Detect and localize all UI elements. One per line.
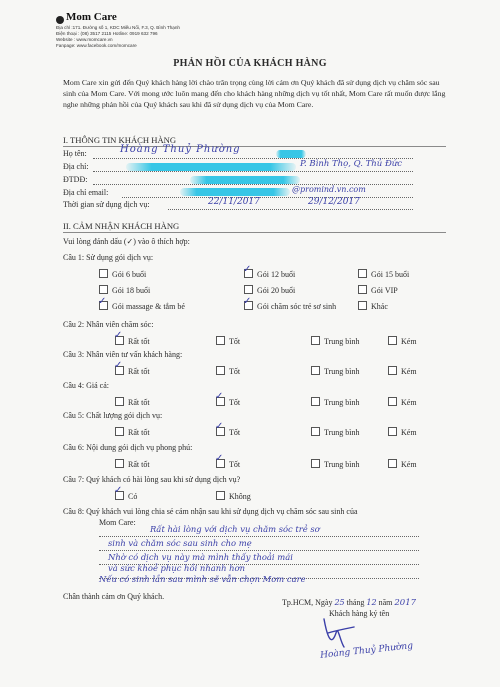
- redaction-mark: [276, 150, 306, 158]
- check-mark-icon: ✓: [243, 296, 252, 307]
- checkbox[interactable]: [311, 397, 320, 406]
- email-label: Địa chỉ email:: [63, 188, 109, 197]
- checkbox[interactable]: [358, 301, 367, 310]
- q5-option-rat-tot[interactable]: Rất tốt: [115, 427, 150, 437]
- company-fanpage: Fanpage: www.facebook.com/momcare: [56, 43, 137, 48]
- signature-name: Hoàng Thuỷ Phường: [319, 641, 414, 661]
- q3-option-kem[interactable]: Kém: [388, 366, 417, 376]
- check-mark-icon: ✓: [98, 296, 107, 307]
- name-label: Họ tên:: [63, 149, 87, 158]
- check-instruction: Vui lòng đánh dấu (✓) vào ô thích hợp:: [63, 237, 190, 246]
- phone-label: ĐTDĐ:: [63, 175, 88, 184]
- q2-option-kem[interactable]: Kém: [388, 336, 417, 346]
- checkbox[interactable]: [311, 427, 320, 436]
- service-period-from[interactable]: 22/11/2017: [208, 197, 260, 207]
- checkbox[interactable]: [216, 336, 225, 345]
- redaction-mark: [126, 163, 296, 171]
- question-8: Câu 8: Quý khách vui lòng chia sẻ cảm nhận sau khi sử dụng dịch vụ chăm sóc sau sinh của: [63, 507, 358, 516]
- question-3: Câu 3: Nhân viên tư vấn khách hàng:: [63, 350, 183, 359]
- check-mark-icon: ✓: [114, 360, 123, 371]
- q6-option-kem[interactable]: Kém: [388, 459, 417, 469]
- question-8-continued: Mom Care:: [99, 518, 136, 527]
- redaction-mark: [180, 188, 290, 196]
- service-period-line: [168, 209, 413, 210]
- question-7: Câu 7: Quý khách có hài lòng sau khi sử dụng dịch vụ?: [63, 475, 241, 484]
- checkbox[interactable]: [115, 459, 124, 468]
- check-mark-icon: ✓: [114, 485, 123, 496]
- answer-line: [99, 536, 419, 537]
- redaction-mark: [190, 176, 300, 184]
- checkbox[interactable]: [388, 397, 397, 406]
- option-goi-vip[interactable]: Gói VIP: [358, 285, 398, 295]
- checkbox[interactable]: [311, 366, 320, 375]
- option-khac[interactable]: Khác: [358, 301, 388, 311]
- checkbox[interactable]: [311, 336, 320, 345]
- company-address: Địa chỉ :171. Đường số 1, KDC Miếu Nổi, F.3, Q. Bình Thạnh: [56, 25, 180, 30]
- feedback-answer-line-1[interactable]: Rất hài lòng với dịch vụ chăm sóc trẻ sơ: [150, 524, 320, 534]
- checkbox[interactable]: [358, 269, 367, 278]
- q2-option-rat-tot[interactable]: Rất tốt: [115, 336, 150, 346]
- check-mark-icon: ✓: [243, 264, 252, 275]
- checkbox[interactable]: [388, 336, 397, 345]
- address-label: Địa chỉ:: [63, 162, 89, 171]
- q4-option-trung-binh[interactable]: Trung bình: [311, 397, 360, 407]
- q6-option-rat-tot[interactable]: Rất tốt: [115, 459, 150, 469]
- option-massage[interactable]: Gói massage & tắm bé: [99, 301, 185, 311]
- company-website: Website : www.momcare.vn: [56, 37, 113, 42]
- q6-option-trung-binh[interactable]: Trung bình: [311, 459, 360, 469]
- q3-option-tot[interactable]: Tốt: [216, 366, 240, 376]
- checkbox[interactable]: [216, 366, 225, 375]
- q3-option-rat-tot[interactable]: Rất tốt: [115, 366, 150, 376]
- q4-option-tot[interactable]: Tốt: [216, 397, 240, 407]
- checkbox[interactable]: [388, 366, 397, 375]
- question-5: Câu 5: Chất lượng gói dịch vụ:: [63, 411, 163, 420]
- form-title: PHẢN HỒI CỦA KHÁCH HÀNG: [173, 58, 327, 69]
- signer-label: Khách hàng ký tên: [329, 609, 390, 618]
- checkbox[interactable]: [99, 285, 108, 294]
- check-mark-icon: ✓: [114, 330, 123, 341]
- feedback-answer-line-2[interactable]: sinh và chăm sóc sau sinh cho mẹ: [108, 538, 252, 548]
- q5-option-trung-binh[interactable]: Trung bình: [311, 427, 360, 437]
- option-goi-18[interactable]: Gói 18 buổi: [99, 285, 150, 295]
- q6-option-tot[interactable]: Tốt: [216, 459, 240, 469]
- check-mark-icon: ✓: [215, 453, 224, 464]
- company-phone: Điện thoại : (08) 3517 2115 Hotline: 0919 632 796: [56, 31, 158, 36]
- q4-option-kem[interactable]: Kém: [388, 397, 417, 407]
- q5-option-tot[interactable]: Tốt: [216, 427, 240, 437]
- option-cham-soc-tre[interactable]: Gói chăm sóc trẻ sơ sinh: [244, 301, 336, 311]
- question-1: Câu 1: Sử dụng gói dịch vụ:: [63, 253, 154, 262]
- checkbox[interactable]: [99, 269, 108, 278]
- question-4: Câu 4: Giá cả:: [63, 381, 109, 390]
- q4-option-rat-tot[interactable]: Rất tốt: [115, 397, 150, 407]
- checkbox[interactable]: [388, 427, 397, 436]
- checkbox[interactable]: [388, 459, 397, 468]
- address-field-line: [93, 171, 413, 172]
- service-period-to[interactable]: 29/12/2017: [308, 197, 360, 207]
- question-2: Câu 2: Nhân viên chăm sóc:: [63, 320, 154, 329]
- check-mark-icon: ✓: [215, 391, 224, 402]
- checkbox[interactable]: [358, 285, 367, 294]
- feedback-answer-line-5[interactable]: Nếu có sinh lần sau mình sẽ vẫn chọn Mom care: [99, 574, 306, 584]
- question-6: Câu 6: Nội dung gói dịch vụ phong phú:: [63, 443, 193, 452]
- option-goi-6[interactable]: Gói 6 buổi: [99, 269, 146, 279]
- mom-care-logo-icon: [56, 16, 64, 24]
- address-field[interactable]: P. Bình Thọ, Q. Thủ Đức: [300, 159, 403, 169]
- q2-option-trung-binh[interactable]: Trung bình: [311, 336, 360, 346]
- section-customer-info-title: I. THÔNG TIN KHÁCH HÀNG: [63, 135, 177, 145]
- feedback-answer-line-3[interactable]: Nhờ có dịch vụ này mà mình thấy thoải mái: [108, 552, 293, 562]
- intro-paragraph: Mom Care xin gửi đến Quý khách hàng lời chào trân trọng cùng lời cám ơn Quý khách đã sử dụng dịch vụ chăm sóc sau sinh của Mom Care. Với mong ước luôn mang đến cho khách hàng những dịch vụ tốt nhất, Mom Care rất muốn được lắng nghe những phản hồi của Quý khách sau khi đã sử dụng dịch vụ của Mom Care.: [63, 78, 446, 109]
- checkbox[interactable]: [115, 427, 124, 436]
- service-period-label: Thời gian sử dụng dịch vụ:: [63, 200, 150, 209]
- email-field[interactable]: @promind.vn.com: [292, 185, 366, 194]
- option-goi-20[interactable]: Gói 20 buổi: [244, 285, 295, 295]
- answer-line: [99, 550, 419, 551]
- q3-option-trung-binh[interactable]: Trung bình: [311, 366, 360, 376]
- option-goi-15[interactable]: Gói 15 buổi: [358, 269, 409, 279]
- section-feedback-title: II. CẢM NHẬN KHÁCH HÀNG: [63, 221, 180, 231]
- name-field[interactable]: Hoàng Thuỷ Phường: [120, 144, 241, 155]
- q5-option-kem[interactable]: Kém: [388, 427, 417, 437]
- checkbox[interactable]: [216, 491, 225, 500]
- thank-you-note: Chân thành cảm ơn Quý khách.: [63, 592, 165, 601]
- signature-date: Tp.HCM, Ngày 25 tháng 12 năm 2017: [282, 598, 417, 608]
- checkbox[interactable]: [311, 459, 320, 468]
- q7-option-khong[interactable]: Không: [216, 491, 251, 501]
- q2-option-tot[interactable]: Tốt: [216, 336, 240, 346]
- check-mark-icon: ✓: [215, 421, 224, 432]
- q7-option-co[interactable]: Có: [115, 491, 137, 501]
- feedback-answer-line-4[interactable]: và sức khoẻ phục hồi nhanh hơn: [108, 563, 245, 573]
- email-field-line: [122, 197, 413, 198]
- checkbox[interactable]: [244, 285, 253, 294]
- brand-name: Mom Care: [66, 11, 117, 23]
- checkbox[interactable]: [115, 397, 124, 406]
- option-goi-12[interactable]: Gói 12 buổi: [244, 269, 295, 279]
- section-divider: [63, 232, 446, 233]
